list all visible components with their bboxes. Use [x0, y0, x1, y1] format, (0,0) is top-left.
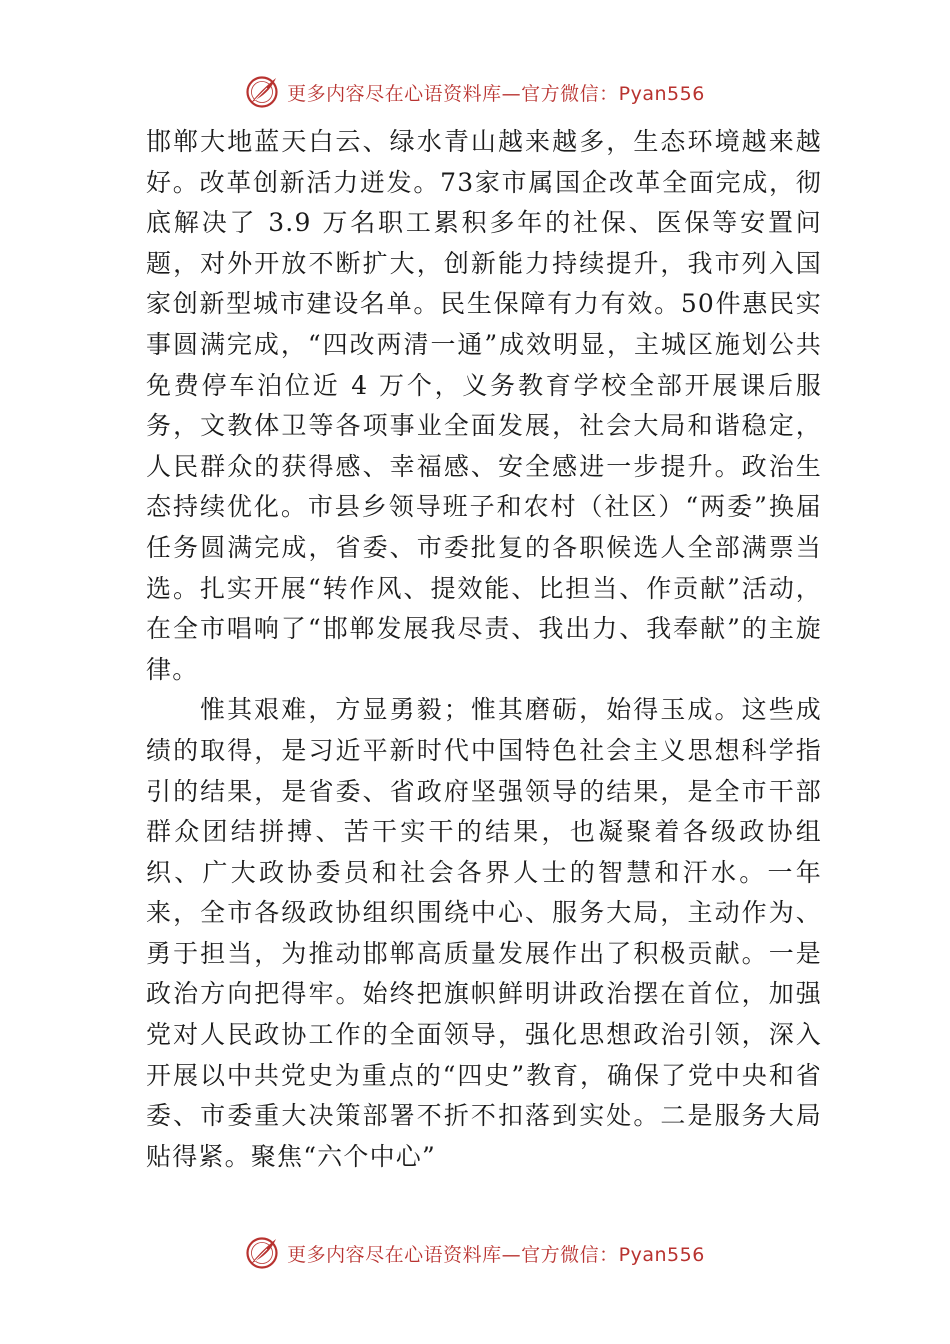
paragraph: 惟其艰难，方显勇毅；惟其磨砺，始得玉成。这些成绩的取得，是习近平新时代中国特色社会主义思想科学指引的结果，是省委、省政府坚强领导的结果，是全市干部群众团结拼搏、苦干实干的结果，也凝聚着各级政协组织、广大政协委员和社会各界人士的智慧和汗水。一年来，全市各级政协组织围绕中心、服务大局，主动作为、勇于担当，为推动邯郸高质量发展作出了积极贡献。一是政治方向把得牢。始终把旗帜鲜明讲政治摆在首位，加强党对人民政协工作的全面领导，强化思想政治引领，深入开展以中共党史为重点的“四史”教育，确保了党中央和省委、市委重大决策部署不折不扣落到实处。二是服务大局贴得紧。聚焦“六个中心” [146, 695, 822, 1171]
header-watermark [0, 72, 950, 112]
quill-logo-icon [245, 75, 279, 109]
footer-watermark [0, 1233, 950, 1273]
watermark-text: 更多内容尽在心语资料库—官方微信：Pyan556 [287, 1243, 705, 1266]
watermark-text: 更多内容尽在心语资料库—官方微信：Pyan556 [287, 82, 705, 105]
quill-logo-icon [245, 1236, 279, 1270]
document-body [146, 122, 822, 1177]
paragraph: 邯郸大地蓝天白云、绿水青山越来越多，生态环境越来越好。改革创新活力迸发。73家市属国企改革全面完成，彻底解决了 3.9 万名职工累积多年的社保、医保等安置问题，对外开放不断扩大，创新能力持续提升，我市列入国家创新型城市建设名单。民生保障有力有效。50件惠民实事圆满完成，“四改两清一通”成效明显，主城区施划公共免费停车泊位近 4 万个，义务教育学校全部开展课后服务，文教体卫等各项事业全面发展，社会大局和谐稳定，人民群众的获得感、幸福感、安全感进一步提升。政治生态持续优化。市县乡领导班子和农村（社区）“两委”换届任务圆满完成，省委、市委批复的各职候选人全部满票当选。扎实开展“转作风、提效能、比担当、作贡献”活动，在全市唱响了“邯郸发展我尽责、我出力、我奉献”的主旋律。 [146, 127, 822, 684]
